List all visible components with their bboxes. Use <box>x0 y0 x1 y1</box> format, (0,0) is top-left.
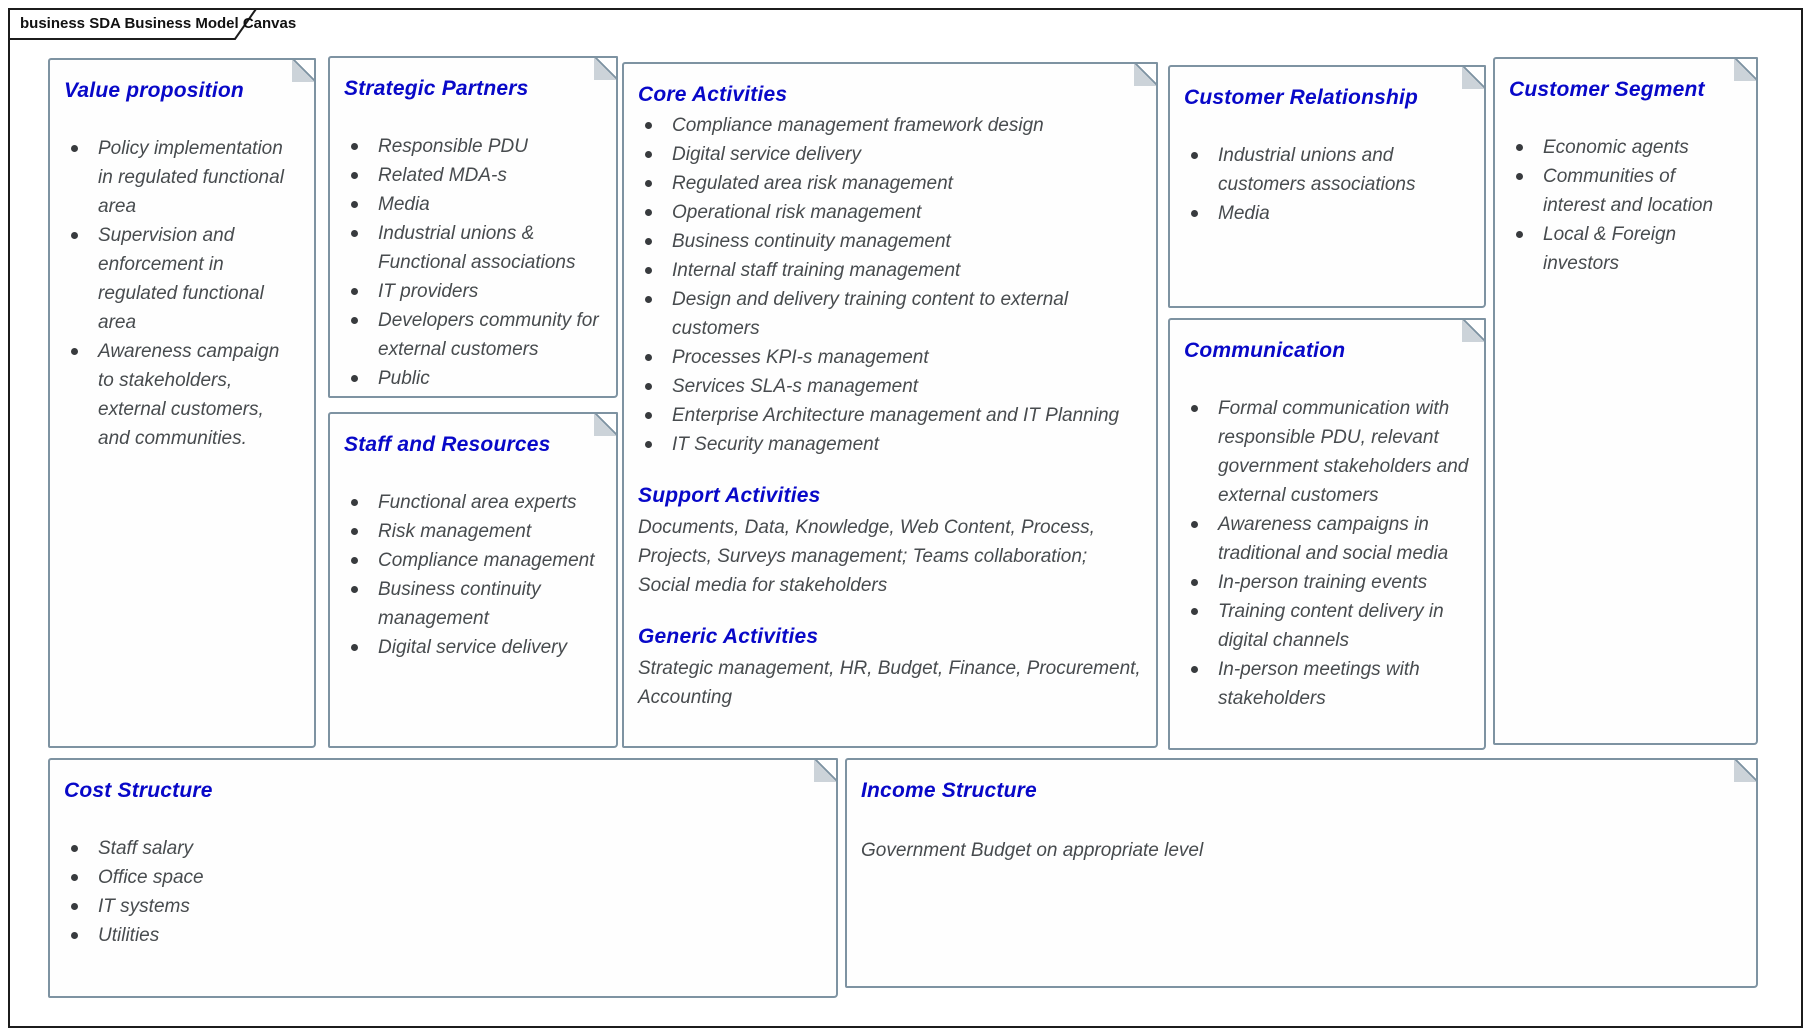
folded-corner-icon <box>292 58 316 82</box>
list-item: Compliance management <box>344 546 602 575</box>
list-item: Functional area experts <box>344 488 602 517</box>
folded-corner-icon <box>594 56 618 80</box>
list-item: Training content delivery in digital channels <box>1184 597 1470 655</box>
note-title: Core Activities <box>638 83 788 106</box>
folded-corner-icon <box>1734 758 1758 782</box>
folded-corner-icon <box>594 412 618 436</box>
bullet-list <box>1509 133 1742 278</box>
list-item: Developers community for external customers <box>344 306 602 364</box>
diagram-title: business SDA Business Model Canvas <box>20 15 297 32</box>
bullet-list <box>1184 394 1470 713</box>
note-cost-structure[interactable] <box>48 758 838 998</box>
note-income-structure[interactable] <box>845 758 1758 988</box>
list-item: Regulated area risk management <box>638 169 1142 198</box>
list-item: IT systems <box>64 892 822 921</box>
section-text: Strategic management, HR, Budget, Finance, Procurement, Accounting <box>638 658 1141 708</box>
list-item: Local & Foreign investors <box>1509 220 1742 278</box>
bullet-list <box>64 834 822 950</box>
list-item: Responsible PDU <box>344 132 602 161</box>
note-staff-and-resources[interactable] <box>328 412 618 748</box>
folded-corner-icon <box>814 758 838 782</box>
list-item: Utilities <box>64 921 822 950</box>
list-item: Risk management <box>344 517 602 546</box>
folded-corner-icon <box>1462 65 1486 89</box>
note-value-proposition[interactable] <box>48 58 316 748</box>
list-item: Awareness campaign to stakeholders, external customers, and communities. <box>64 337 300 453</box>
note-customer-segment[interactable] <box>1493 57 1758 745</box>
list-item: Digital service delivery <box>638 140 1142 169</box>
list-item: Staff salary <box>64 834 822 863</box>
bullet-list <box>64 134 300 453</box>
list-item: Services SLA-s management <box>638 372 1142 401</box>
note-text: Government Budget on appropriate level <box>861 840 1204 861</box>
bullet-list <box>638 111 1142 459</box>
list-item: Related MDA-s <box>344 161 602 190</box>
list-item: Business continuity management <box>638 227 1142 256</box>
list-item: Operational risk management <box>638 198 1142 227</box>
list-item: Communities of interest and location <box>1509 162 1742 220</box>
note-communication[interactable] <box>1168 318 1486 750</box>
list-item: Supervision and enforcement in regulated functional area <box>64 221 300 337</box>
list-item: IT Security management <box>638 430 1142 459</box>
list-item: Internal staff training management <box>638 256 1142 285</box>
list-item: Industrial unions & Functional associations <box>344 219 602 277</box>
diagram-frame-tab <box>8 8 297 40</box>
note-strategic-partners[interactable] <box>328 56 618 398</box>
list-item: Business continuity management <box>344 575 602 633</box>
list-item: Enterprise Architecture management and IT Planning <box>638 401 1142 430</box>
list-item: Processes KPI-s management <box>638 343 1142 372</box>
bullet-list <box>1184 141 1470 228</box>
list-item: Media <box>1184 199 1470 228</box>
note-title: Value proposition <box>64 79 244 102</box>
note-title: Strategic Partners <box>344 77 529 100</box>
folded-corner-icon <box>1462 318 1486 342</box>
list-item: IT providers <box>344 277 602 306</box>
list-item: Office space <box>64 863 822 892</box>
list-item: Digital service delivery <box>344 633 602 662</box>
folded-corner-icon <box>1734 57 1758 81</box>
note-title: Customer Segment <box>1509 78 1705 101</box>
section-title-support-activities: Support Activities <box>638 484 821 507</box>
list-item: Awareness campaigns in traditional and social media <box>1184 510 1470 568</box>
bullet-list <box>344 132 602 393</box>
list-item: In-person meetings with stakeholders <box>1184 655 1470 713</box>
note-title: Communication <box>1184 339 1346 362</box>
note-title: Staff and Resources <box>344 433 551 456</box>
list-item: Media <box>344 190 602 219</box>
list-item: Industrial unions and customers associations <box>1184 141 1470 199</box>
list-item: Formal communication with responsible PDU, relevant government stakeholders and external customers <box>1184 394 1470 510</box>
note-customer-relationship[interactable] <box>1168 65 1486 308</box>
list-item: In-person training events <box>1184 568 1470 597</box>
list-item: Design and delivery training content to external customers <box>638 285 1142 343</box>
note-title: Cost Structure <box>64 779 213 802</box>
section-title-generic-activities: Generic Activities <box>638 625 819 648</box>
bullet-list <box>344 488 602 662</box>
list-item: Policy implementation in regulated functional area <box>64 134 300 221</box>
list-item: Economic agents <box>1509 133 1742 162</box>
section-text: Documents, Data, Knowledge, Web Content, Process, Projects, Surveys management; Teams collaboration; Social media for stakeholders <box>638 517 1095 596</box>
note-title: Customer Relationship <box>1184 86 1419 109</box>
folded-corner-icon <box>1134 62 1158 86</box>
list-item: Compliance management framework design <box>638 111 1142 140</box>
note-core-activities[interactable] <box>622 62 1158 748</box>
note-title: Income Structure <box>861 779 1037 802</box>
list-item: Public <box>344 364 602 393</box>
